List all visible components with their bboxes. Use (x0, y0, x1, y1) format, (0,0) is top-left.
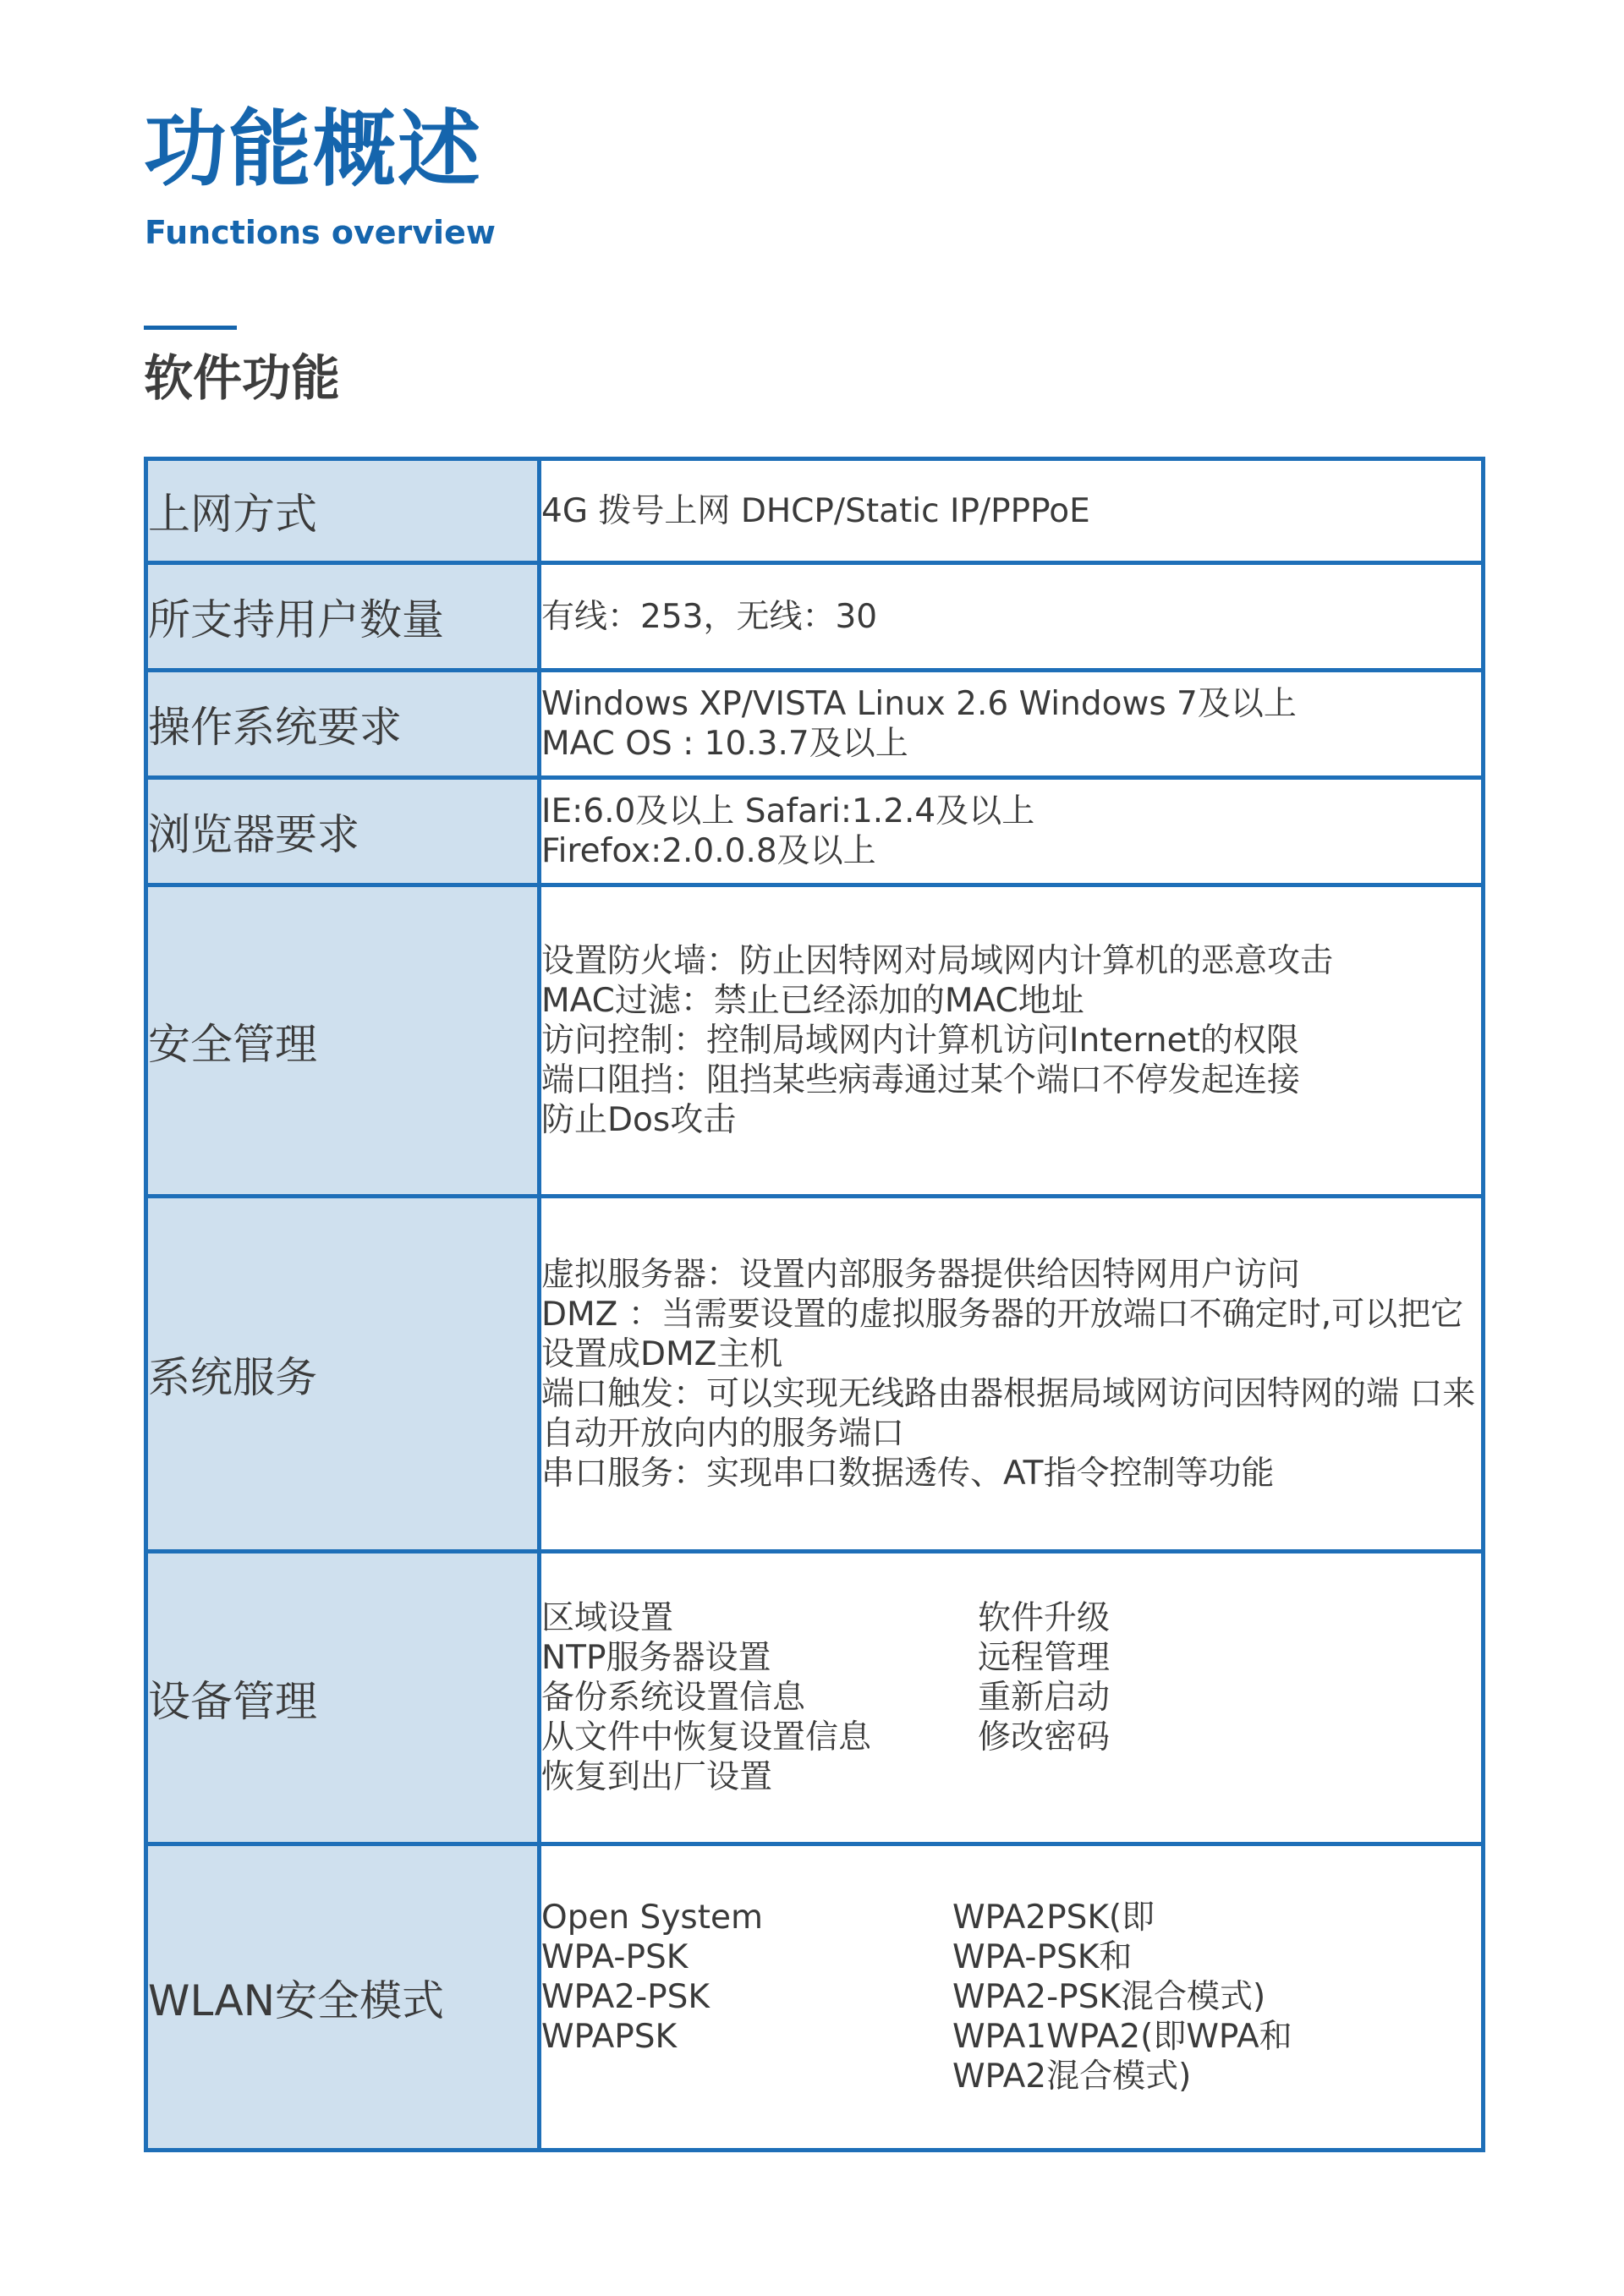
value-line: 端口阻挡：阻挡某些病毒通过某个端口不停发起连接 (541, 1061, 1301, 1099)
row-label: 上网方式 (146, 459, 540, 563)
value-line: 虚拟服务器：设置内部服务器提供给因特网用户访问 (541, 1255, 1301, 1294)
value-line: WPA-PSK和 (952, 1938, 1133, 1976)
spec-table (144, 457, 1485, 2152)
table-row (146, 671, 1484, 778)
page-subtitle: Functions overview (145, 214, 496, 251)
value-line: WPAPSK (541, 2018, 678, 2056)
row-value (540, 459, 1484, 563)
table-row (146, 778, 1484, 885)
row-value (540, 671, 1484, 778)
value-line: Windows XP/VISTA Linux 2.6 Windows 7及以上 (541, 685, 1297, 723)
value-column-right (952, 1898, 1292, 2096)
row-value (540, 778, 1484, 885)
row-value (540, 563, 1484, 671)
row-label: 所支持用户数量 (146, 563, 540, 671)
table-row (146, 563, 1484, 671)
row-label: WLAN安全模式 (146, 1844, 540, 2151)
value-line: 从文件中恢复设置信息 (541, 1718, 872, 1756)
table-row (146, 1197, 1484, 1552)
table-row (146, 1844, 1484, 2151)
value-column-left (541, 1598, 978, 1797)
value-line: 防止Dos攻击 (541, 1101, 737, 1139)
row-label: 系统服务 (146, 1197, 540, 1552)
value-line: Firefox:2.0.0.8及以上 (541, 832, 876, 870)
value-line: 恢复到出厂设置 (541, 1758, 773, 1796)
value-line: 重新启动 (978, 1679, 1111, 1717)
table-row (146, 459, 1484, 563)
value-line: 软件升级 (978, 1599, 1111, 1637)
row-label: 设备管理 (146, 1552, 540, 1844)
row-value (540, 885, 1484, 1197)
value-line: WPA-PSK (541, 1938, 689, 1976)
value-line: WPA1WPA2(即WPA和 (952, 2018, 1292, 2056)
value-line: 4G 拨号上网 DHCP/Static IP/PPPoE (541, 491, 1090, 530)
value-line: 端口触发：可以实现无线路由器根据局域网访问因特网的端 口来自动开放向内的服务端口 (541, 1374, 1476, 1453)
row-label: 浏览器要求 (146, 778, 540, 885)
section-rule (144, 326, 237, 330)
table-row (146, 1552, 1484, 1844)
value-line: 串口服务：实现串口数据透传、AT指令控制等功能 (541, 1454, 1275, 1493)
table-row (146, 885, 1484, 1197)
value-line: 备份系统设置信息 (541, 1679, 806, 1717)
value-column-right (978, 1598, 1110, 1797)
section-title: 软件功能 (144, 349, 341, 407)
value-line: DMZ ：当需要设置的虚拟服务器的开放端口不确定时,可以把它设置成DMZ主机 (541, 1295, 1464, 1373)
value-line: 有线：253，无线：30 (541, 597, 878, 636)
value-line: MAC过滤：禁止已经添加的MAC地址 (541, 982, 1084, 1020)
row-label: 操作系统要求 (146, 671, 540, 778)
row-label: 安全管理 (146, 885, 540, 1197)
page-title: 功能概述 (144, 101, 483, 198)
value-line: Open System (541, 1899, 763, 1937)
value-line: 远程管理 (978, 1639, 1111, 1677)
value-column-left (541, 1898, 952, 2096)
value-line: 设置防火墙：防止因特网对局域网内计算机的恶意攻击 (541, 942, 1334, 980)
value-line: WPA2-PSK (541, 1978, 710, 2016)
value-line: WPA2混合模式) (952, 2058, 1192, 2096)
value-line: WPA2PSK(即 (952, 1899, 1155, 1937)
value-line: MAC OS : 10.3.7及以上 (541, 725, 908, 763)
value-line: NTP服务器设置 (541, 1639, 771, 1677)
row-value (540, 1552, 1484, 1844)
value-line: 区域设置 (541, 1599, 674, 1637)
value-line: 修改密码 (978, 1718, 1111, 1756)
value-line: IE:6.0及以上 Safari:1.2.4及以上 (541, 792, 1035, 830)
value-line: WPA2-PSK混合模式) (952, 1978, 1266, 2016)
row-value (540, 1197, 1484, 1552)
row-value (540, 1844, 1484, 2151)
value-line: 访问控制：控制局域网内计算机访问Internet的权限 (541, 1022, 1299, 1060)
